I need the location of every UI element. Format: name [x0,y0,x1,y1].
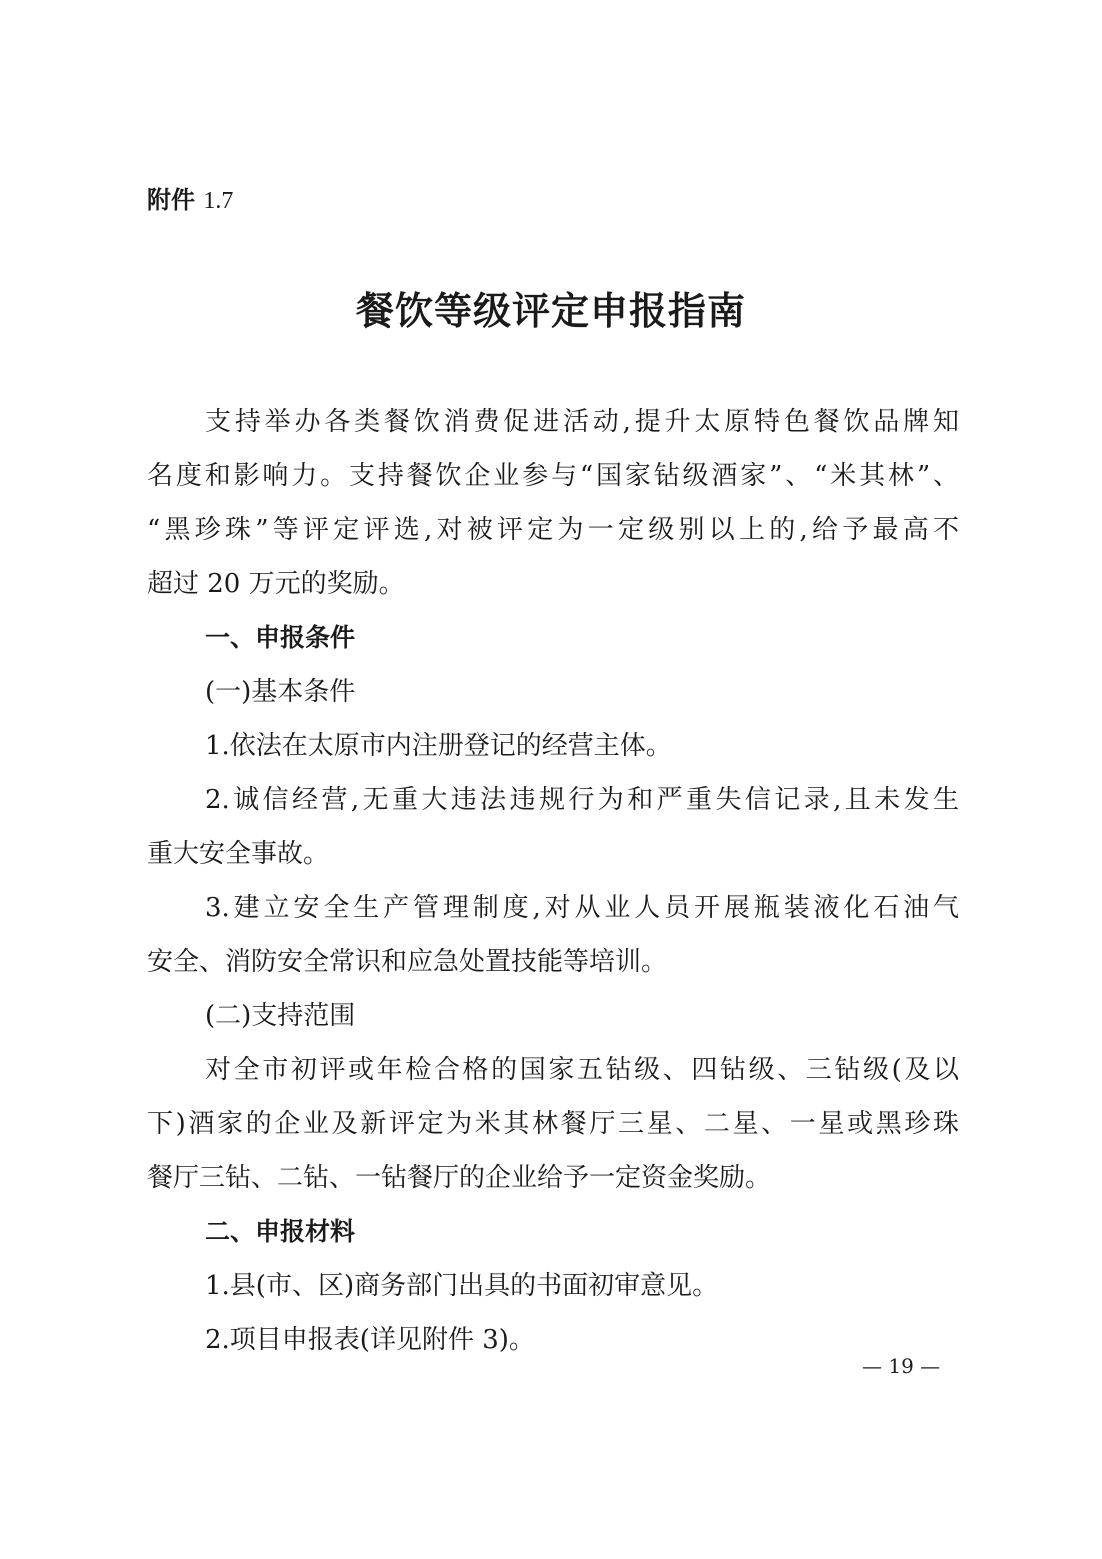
attachment-number: 1.7 [203,188,234,214]
section-heading: 一、申报条件 [205,623,356,652]
list-item: 3.建立安全生产管理制度,对从业人员开展瓶装液化石油气 [205,893,959,923]
paragraph-line: 名度和影响力。支持餐饮企业参与“国家钻级酒家”、“米其林”、 [147,461,959,491]
subsection-heading: (二)支持范围 [205,1001,356,1031]
paragraph-line: 重大安全事故。 [147,839,330,869]
section-heading: 二、申报材料 [205,1217,356,1246]
paragraph-line: 安全、消防安全常识和应急处置技能等培训。 [147,947,668,977]
page-number: — 19 — [862,1354,941,1378]
document-body [147,395,959,1367]
attachment-word: 附件 [147,186,195,214]
page-title: 餐饮等级评定申报指南 [355,288,746,333]
paragraph-line: 超过 20 万元的奖励。 [147,569,405,599]
list-item: 2.诚信经营,无重大违法违规行为和严重失信记录,且未发生 [205,785,959,815]
attachment-label [147,180,233,215]
paragraph-line: “黑珍珠”等评定评选,对被评定为一定级别以上的,给予最高不 [147,515,959,545]
list-item: 1.县(市、区)商务部门出具的书面初审意见。 [205,1271,719,1301]
paragraph-line: 餐厅三钻、二钻、一钻餐厅的企业给予一定资金奖励。 [147,1163,772,1193]
paragraph-line: 对全市初评或年检合格的国家五钻级、四钻级、三钻级(及以 [205,1055,959,1085]
subsection-heading: (一)基本条件 [205,677,356,707]
list-item: 2.项目申报表(详见附件 3)。 [205,1325,535,1355]
paragraph-line: 下)酒家的企业及新评定为米其林餐厅三星、二星、一星或黑珍珠 [147,1109,959,1139]
list-item: 1.依法在太原市内注册登记的经营主体。 [205,731,672,761]
paragraph-line: 支持举办各类餐饮消费促进活动,提升太原特色餐饮品牌知 [205,407,959,437]
